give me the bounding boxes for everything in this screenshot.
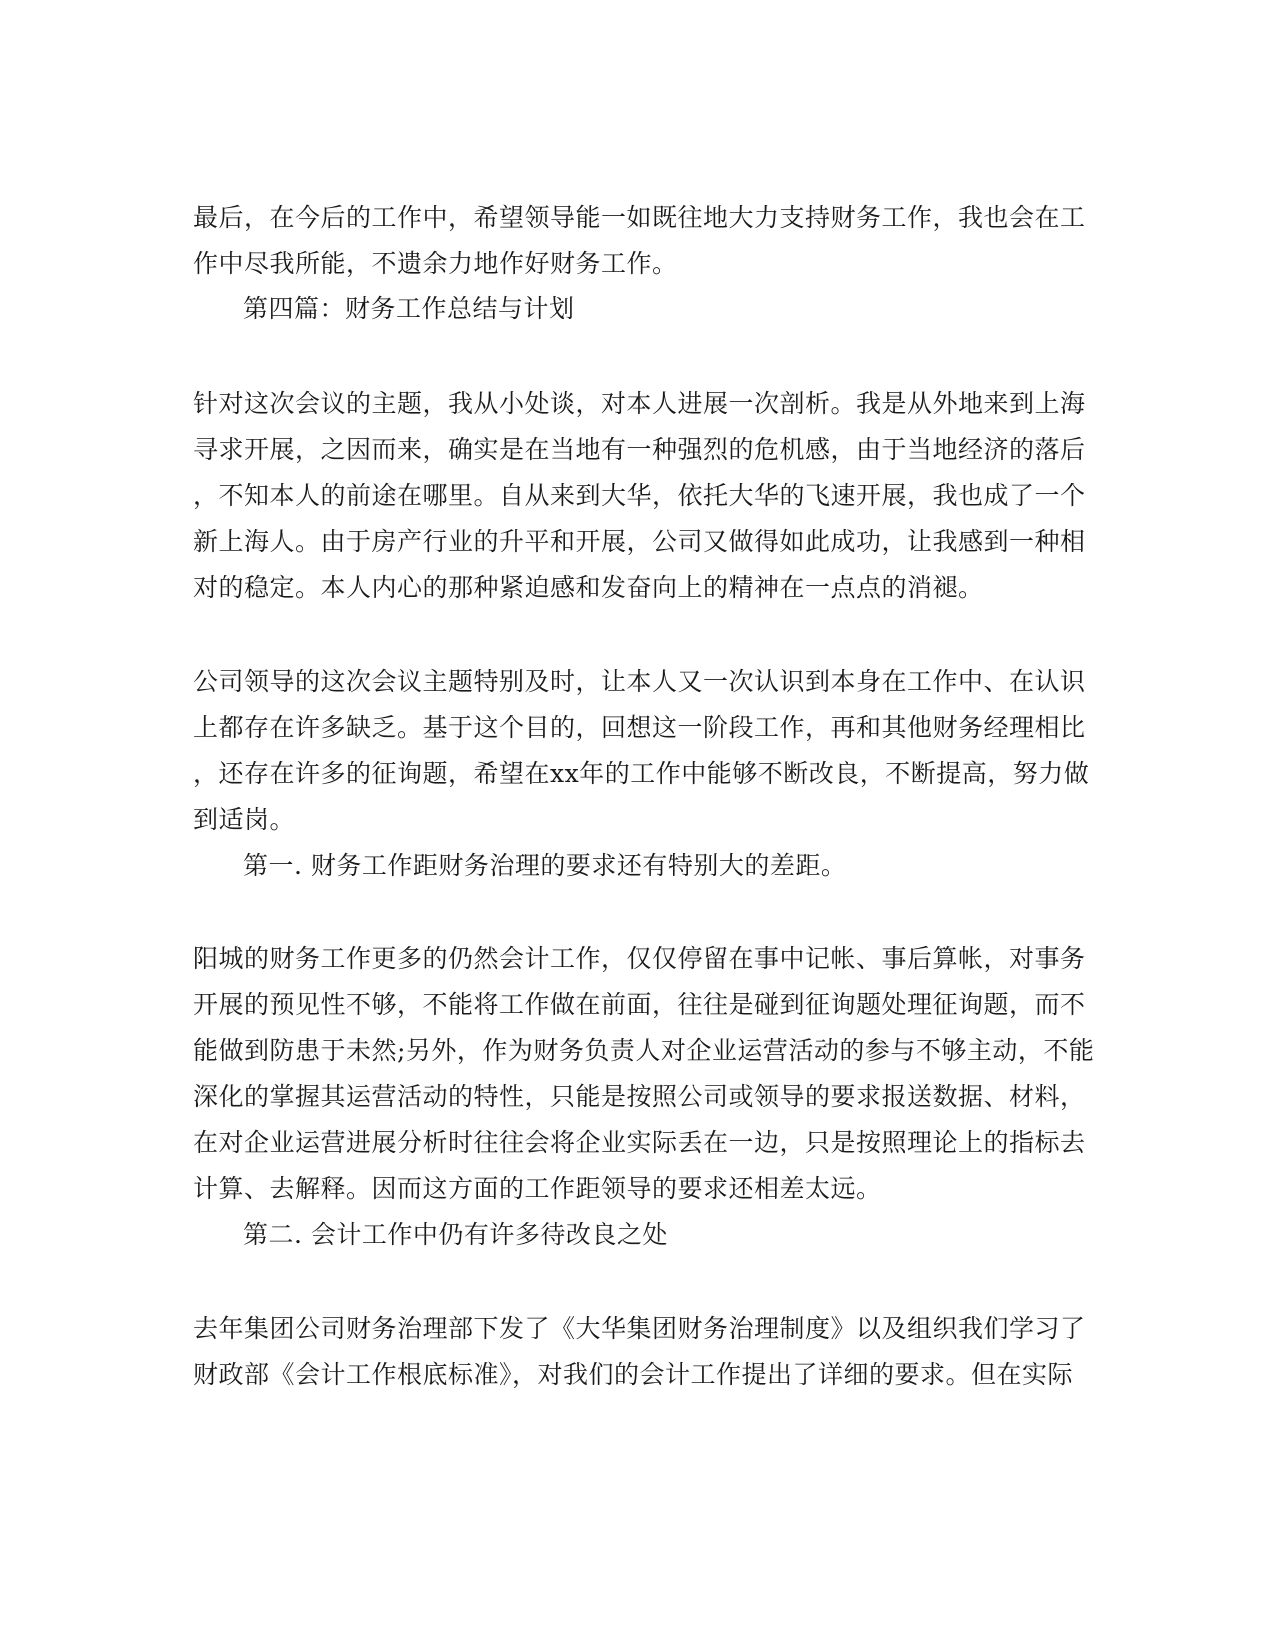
body-line: 新上海人。由于房产行业的升平和开展，公司又做得如此成功，让我感到一种相 <box>193 527 1086 556</box>
body-line: 作中尽我所能，不遗余力地作好财务工作。 <box>193 249 678 278</box>
body-line: 最后，在今后的工作中，希望领导能一如既往地大力支持财务工作，我也会在工 <box>193 203 1086 232</box>
body-line: ，不知本人的前途在哪里。自从来到大华，依托大华的飞速开展，我也成了一个 <box>193 481 1086 510</box>
body-line: 阳城的财务工作更多的仍然会计工作，仅仅停留在事中记帐、事后算帐，对事务 <box>193 944 1086 973</box>
body-line: 对的稳定。本人内心的那种紧迫感和发奋向上的精神在一点点的消褪。 <box>193 573 984 602</box>
body-line: 开展的预见性不够，不能将工作做在前面，往往是碰到征询题处理征询题，而不 <box>193 990 1086 1019</box>
section-heading: 第一. 财务工作距财务治理的要求还有特别大的差距。 <box>243 851 847 880</box>
section-heading: 第二. 会计工作中仍有许多待改良之处 <box>243 1220 668 1249</box>
body-line: 公司领导的这次会议主题特别及时，让本人又一次认识到本身在工作中、在认识 <box>193 667 1086 696</box>
body-line: 针对这次会议的主题，我从小处谈，对本人进展一次剖析。我是从外地来到上海 <box>193 389 1086 418</box>
body-line: 寻求开展，之因而来，确实是在当地有一种强烈的危机感，由于当地经济的落后 <box>193 435 1086 464</box>
body-line: 去年集团公司财务治理部下发了《大华集团财务治理制度》以及组织我们学习了 <box>193 1314 1086 1343</box>
body-line: ，还存在许多的征询题，希望在xx年的工作中能够不断改良，不断提高，努力做 <box>193 759 1090 788</box>
body-line: 能做到防患于未然;另外，作为财务负责人对企业运营活动的参与不够主动，不能 <box>193 1036 1095 1065</box>
body-line: 上都存在许多缺乏。基于这个目的，回想这一阶段工作，再和其他财务经理相比 <box>193 713 1086 742</box>
body-line: 财政部《会计工作根底标准》，对我们的会计工作提出了详细的要求。但在实际 <box>193 1360 1074 1389</box>
body-line: 计算、去解释。因而这方面的工作距领导的要求还相差太远。 <box>193 1174 882 1203</box>
body-line: 在对企业运营进展分析时往往会将企业实际丢在一边，只是按照理论上的指标去 <box>193 1128 1086 1157</box>
section-heading: 第四篇：财务工作总结与计划 <box>243 294 575 323</box>
body-line: 到适岗。 <box>193 805 296 834</box>
body-line: 深化的掌握其运营活动的特性，只能是按照公司或领导的要求报送数据、材料， <box>193 1082 1086 1111</box>
